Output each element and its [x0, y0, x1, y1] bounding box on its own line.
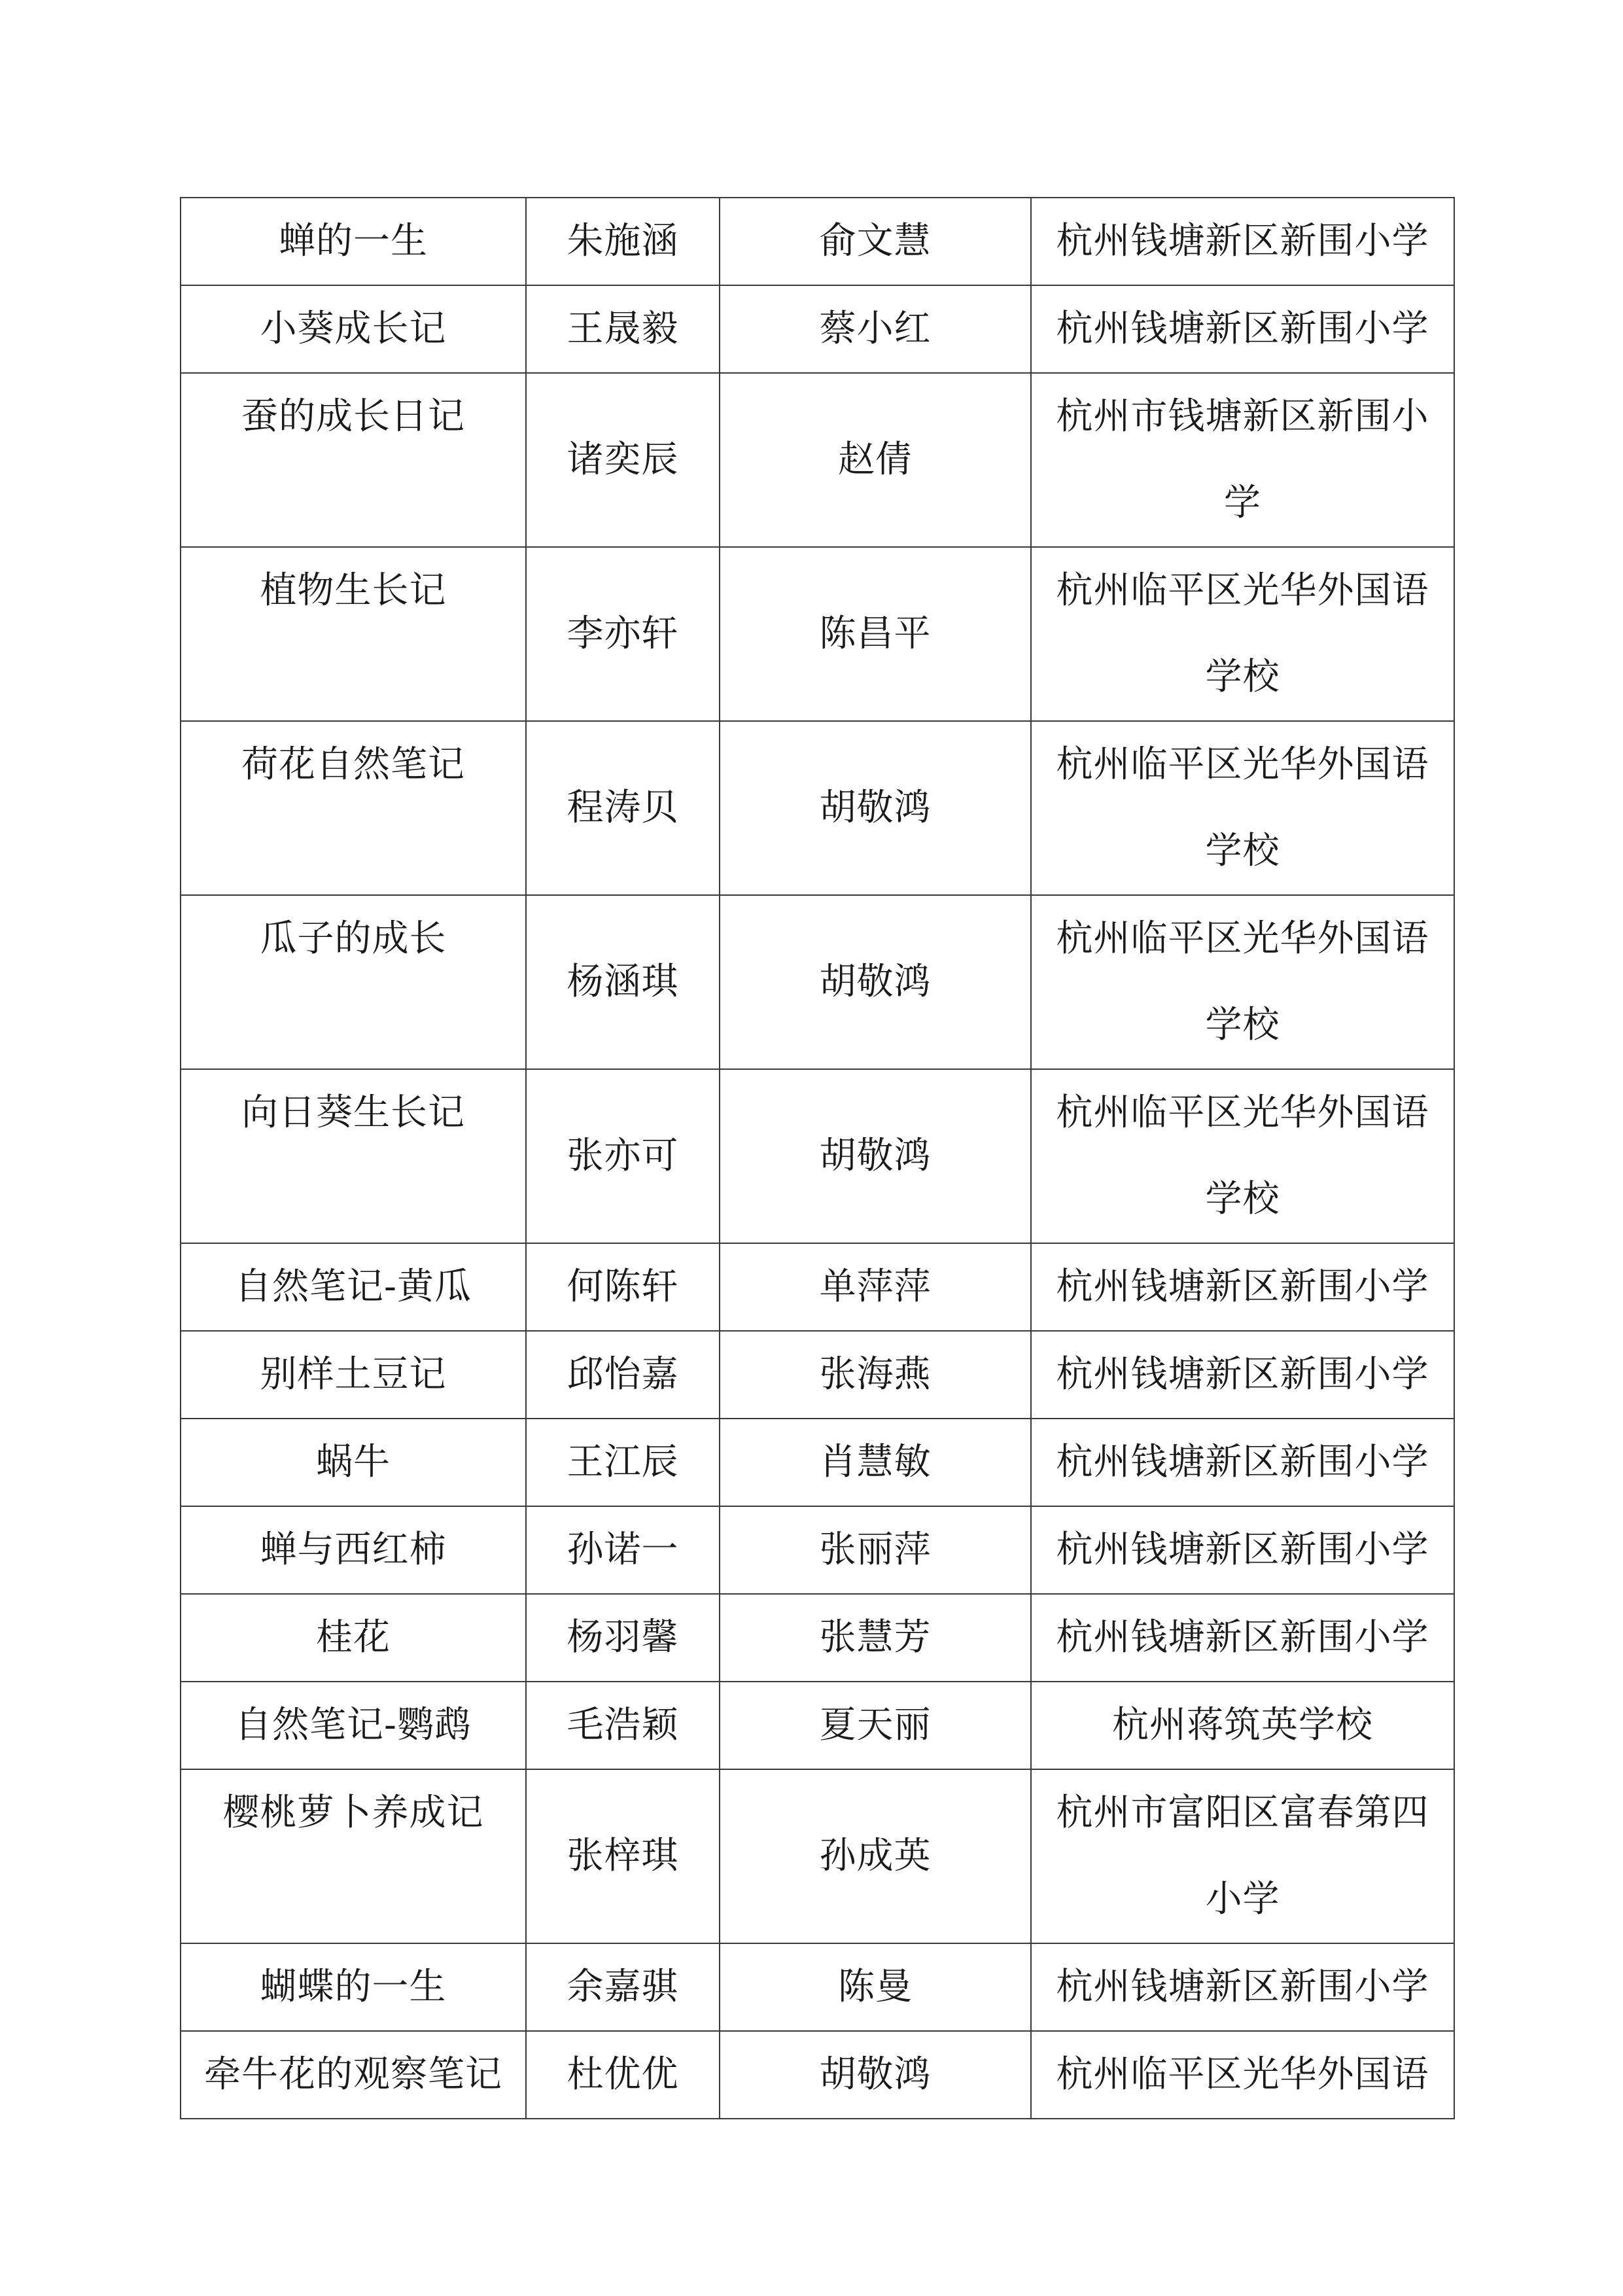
school-cell: 杭州钱塘新区新围小学: [1031, 285, 1454, 373]
school-cell: 杭州临平区光华外国语学校: [1031, 547, 1454, 721]
title-cell: 桂花: [181, 1594, 526, 1682]
table-row: [181, 1682, 1454, 1769]
table-row: [181, 373, 1454, 547]
title-cell: 蝴蝶的一生: [181, 1943, 526, 2031]
student-cell: 杨涵琪: [526, 895, 720, 1069]
table-row: [181, 1594, 1454, 1682]
teacher-cell: 陈曼: [720, 1943, 1031, 2031]
title-cell: 蝉与西红柿: [181, 1506, 526, 1594]
table-row: [181, 1069, 1454, 1243]
table-row: [181, 1506, 1454, 1594]
school-cell: 杭州市富阳区富春第四小学: [1031, 1769, 1454, 1943]
school-cell: 杭州临平区光华外国语学校: [1031, 895, 1454, 1069]
student-cell: 余嘉骐: [526, 1943, 720, 2031]
teacher-cell: 单萍萍: [720, 1243, 1031, 1331]
table-row: [181, 547, 1454, 721]
table-row: [181, 1943, 1454, 2031]
teacher-cell: 胡敬鸿: [720, 895, 1031, 1069]
school-cell: 杭州钱塘新区新围小学: [1031, 1243, 1454, 1331]
school-cell: 杭州钱塘新区新围小学: [1031, 1419, 1454, 1506]
title-cell: 牵牛花的观察笔记: [181, 2031, 526, 2119]
teacher-cell: 张丽萍: [720, 1506, 1031, 1594]
student-cell: 张亦可: [526, 1069, 720, 1243]
teacher-cell: 蔡小红: [720, 285, 1031, 373]
teacher-cell: 张海燕: [720, 1331, 1031, 1419]
school-cell: 杭州市钱塘新区新围小学: [1031, 373, 1454, 547]
student-cell: 诸奕辰: [526, 373, 720, 547]
title-cell: 别样土豆记: [181, 1331, 526, 1419]
teacher-cell: 夏天丽: [720, 1682, 1031, 1769]
table-row: [181, 285, 1454, 373]
school-cell: 杭州临平区光华外国语学校: [1031, 1069, 1454, 1243]
table-row: [181, 1331, 1454, 1419]
student-cell: 王晟毅: [526, 285, 720, 373]
title-cell: 瓜子的成长: [181, 895, 526, 1069]
teacher-cell: 肖慧敏: [720, 1419, 1031, 1506]
student-cell: 毛浩颖: [526, 1682, 720, 1769]
student-cell: 杜优优: [526, 2031, 720, 2119]
teacher-cell: 胡敬鸿: [720, 721, 1031, 895]
teacher-cell: 胡敬鸿: [720, 2031, 1031, 2119]
title-cell: 向日葵生长记: [181, 1069, 526, 1243]
title-cell: 自然笔记-鹦鹉: [181, 1682, 526, 1769]
school-cell: 杭州钱塘新区新围小学: [1031, 1506, 1454, 1594]
student-cell: 李亦轩: [526, 547, 720, 721]
table-row: [181, 198, 1454, 285]
student-cell: 孙诺一: [526, 1506, 720, 1594]
school-cell: 杭州临平区光华外国语: [1031, 2031, 1454, 2119]
student-cell: 朱施涵: [526, 198, 720, 285]
student-cell: 张梓琪: [526, 1769, 720, 1943]
title-cell: 蜗牛: [181, 1419, 526, 1506]
school-cell: 杭州蒋筑英学校: [1031, 1682, 1454, 1769]
title-cell: 荷花自然笔记: [181, 721, 526, 895]
title-cell: 自然笔记-黄瓜: [181, 1243, 526, 1331]
student-cell: 杨羽馨: [526, 1594, 720, 1682]
teacher-cell: 赵倩: [720, 373, 1031, 547]
table-row: [181, 1419, 1454, 1506]
title-cell: 蝉的一生: [181, 198, 526, 285]
title-cell: 小葵成长记: [181, 285, 526, 373]
student-cell: 邱怡嘉: [526, 1331, 720, 1419]
table-row: [181, 895, 1454, 1069]
table-row: [181, 1243, 1454, 1331]
entries-table-body: [181, 198, 1454, 2119]
student-cell: 程涛贝: [526, 721, 720, 895]
school-cell: 杭州钱塘新区新围小学: [1031, 198, 1454, 285]
student-cell: 王江辰: [526, 1419, 720, 1506]
table-row: [181, 2031, 1454, 2119]
title-cell: 蚕的成长日记: [181, 373, 526, 547]
entries-table: [180, 197, 1455, 2119]
table-row: [181, 721, 1454, 895]
student-cell: 何陈轩: [526, 1243, 720, 1331]
teacher-cell: 孙成英: [720, 1769, 1031, 1943]
title-cell: 樱桃萝卜养成记: [181, 1769, 526, 1943]
school-cell: 杭州临平区光华外国语学校: [1031, 721, 1454, 895]
teacher-cell: 张慧芳: [720, 1594, 1031, 1682]
school-cell: 杭州钱塘新区新围小学: [1031, 1331, 1454, 1419]
teacher-cell: 胡敬鸿: [720, 1069, 1031, 1243]
title-cell: 植物生长记: [181, 547, 526, 721]
school-cell: 杭州钱塘新区新围小学: [1031, 1943, 1454, 2031]
table-row: [181, 1769, 1454, 1943]
teacher-cell: 俞文慧: [720, 198, 1031, 285]
teacher-cell: 陈昌平: [720, 547, 1031, 721]
school-cell: 杭州钱塘新区新围小学: [1031, 1594, 1454, 1682]
